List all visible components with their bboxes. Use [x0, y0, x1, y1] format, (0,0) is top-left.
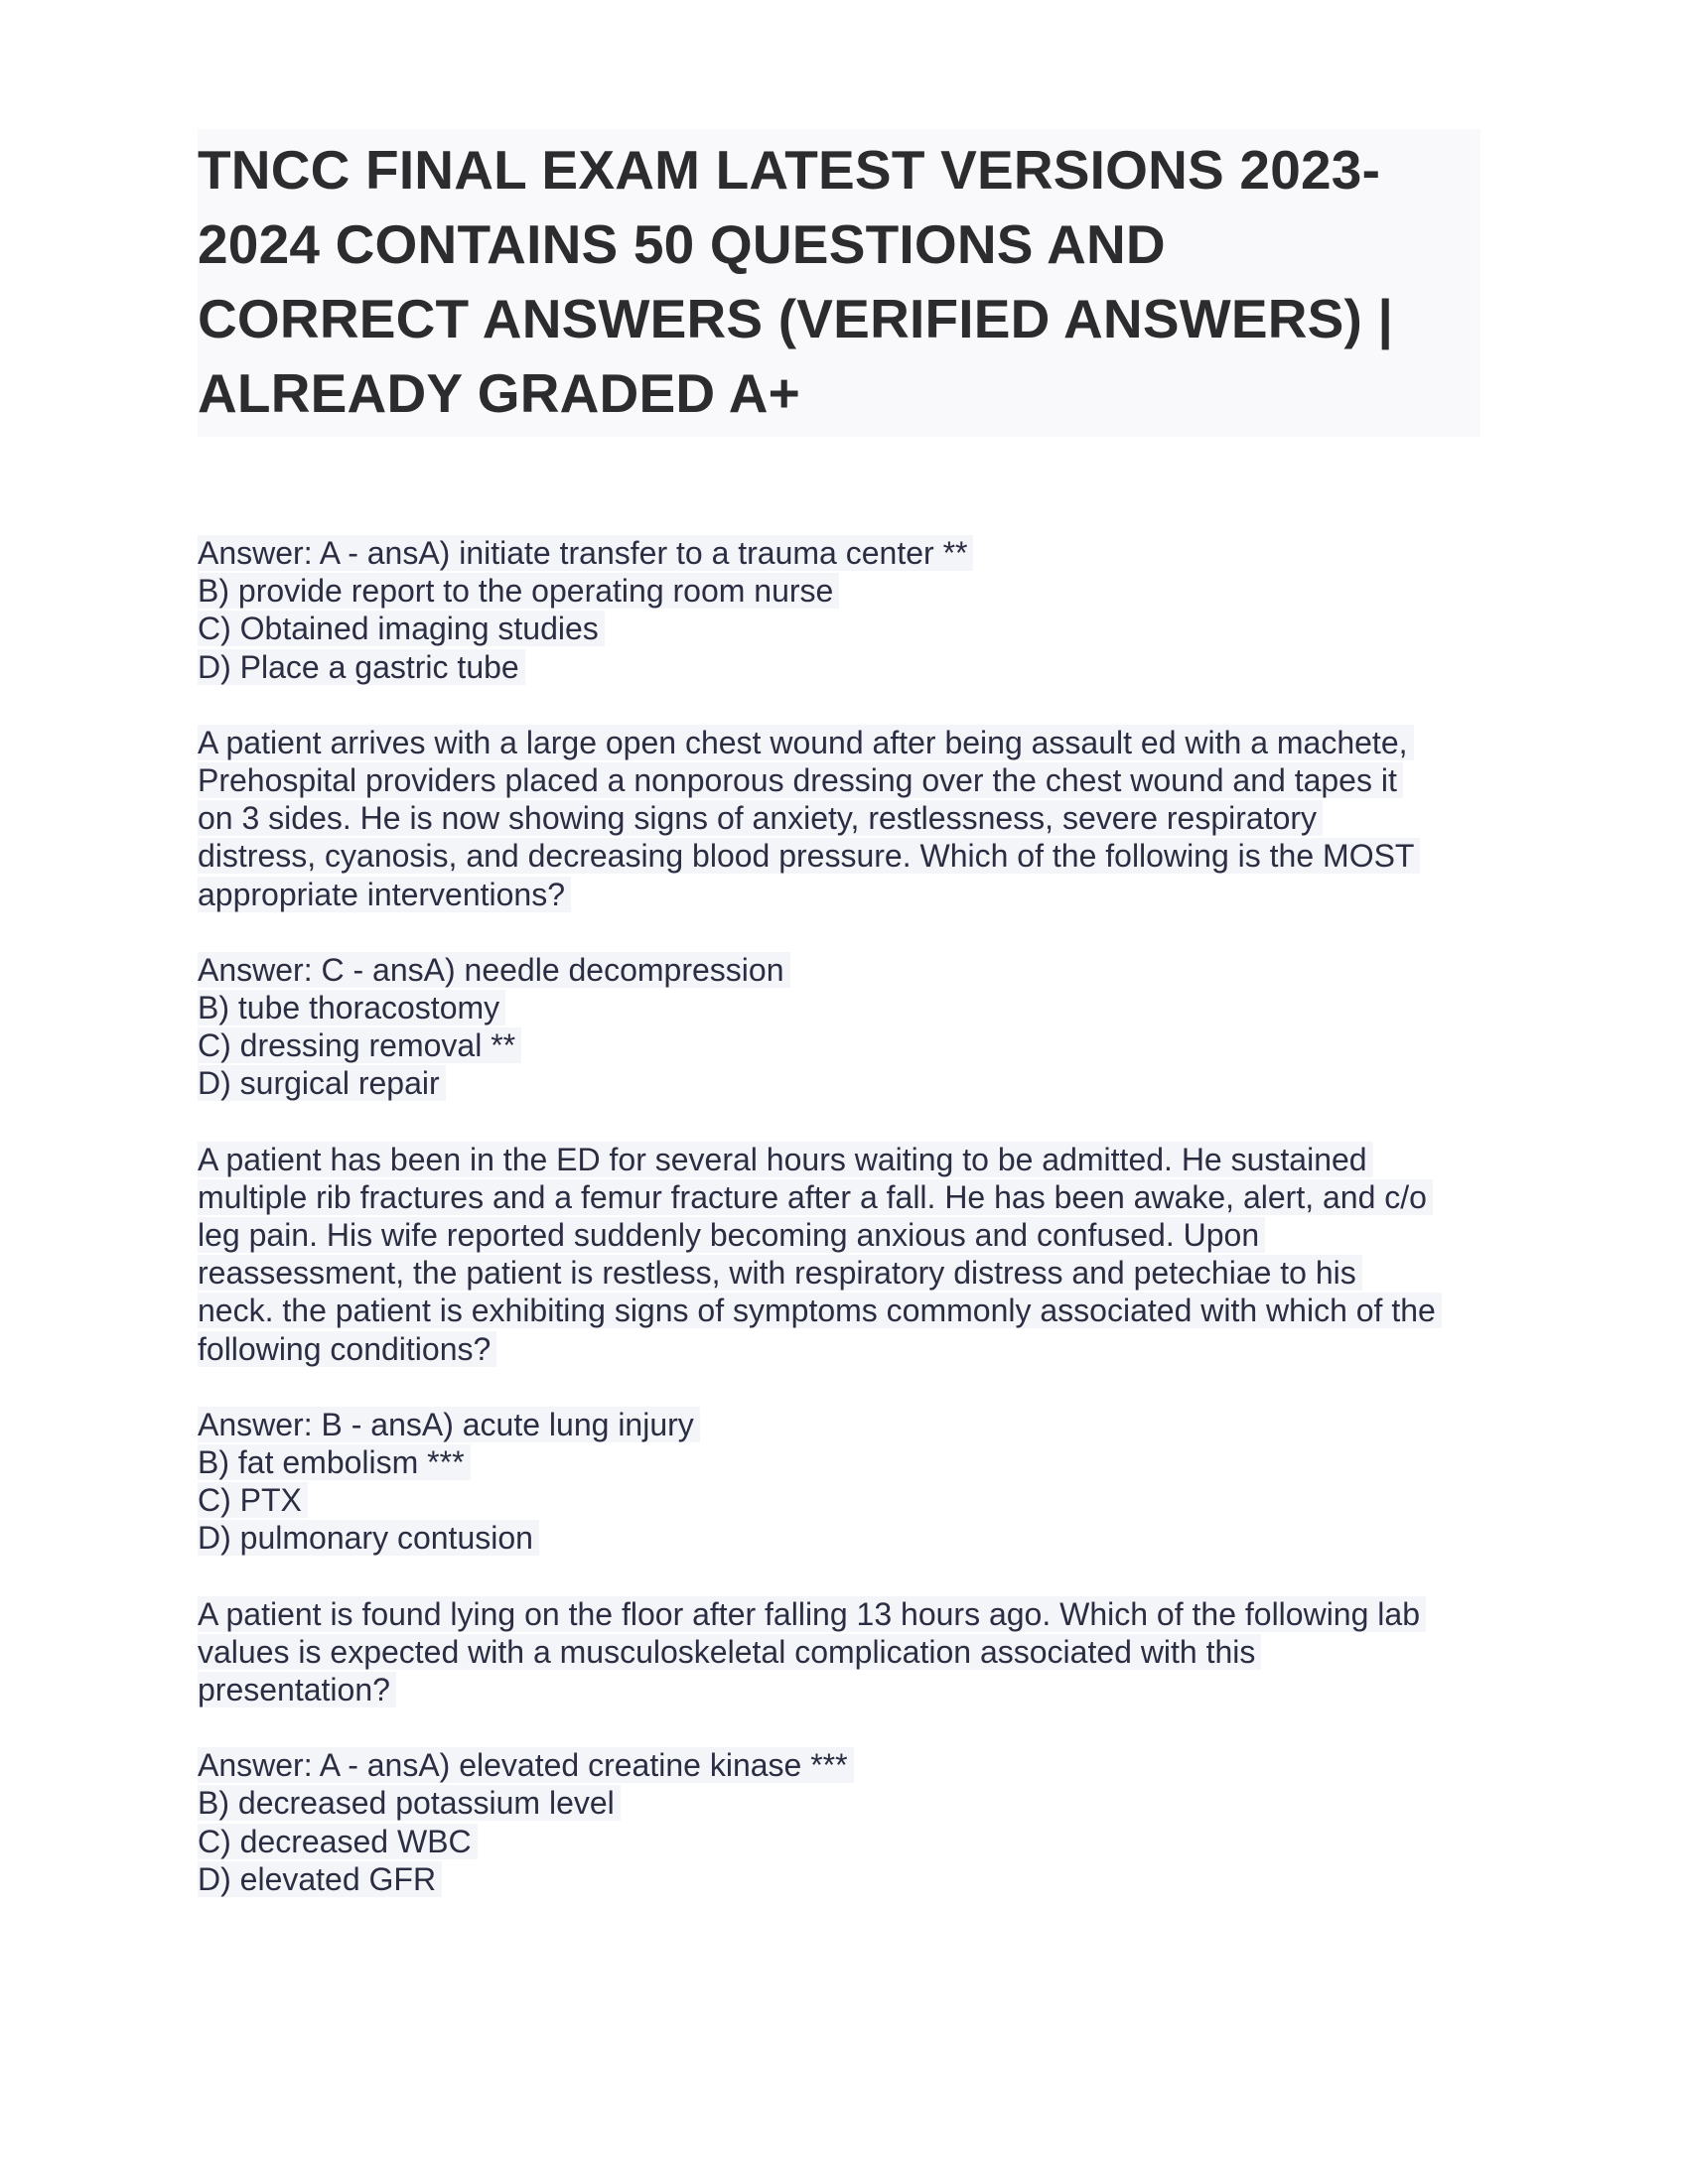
text-line: A patient arrives with a large open chest wound after being assault ed with a machete,: [198, 724, 1488, 761]
document-title: [198, 129, 1480, 437]
text-line: following conditions?: [198, 1330, 1488, 1368]
text-line: Answer: B - ansA) acute lung injury: [198, 1406, 1488, 1443]
text-line: D) elevated GFR: [198, 1860, 1488, 1898]
text-line: B) fat embolism ***: [198, 1443, 1488, 1481]
text-line: A patient has been in the ED for several hours waiting to be admitted. He sustained: [198, 1141, 1488, 1178]
title-line: 2024 CONTAINS 50 QUESTIONS AND: [198, 213, 1166, 275]
text-line: reassessment, the patient is restless, with respiratory distress and petechiae to his: [198, 1254, 1488, 1292]
answer-block-1: [198, 534, 1488, 686]
title-line: ALREADY GRADED A+: [198, 362, 800, 424]
text-line: leg pain. His wife reported suddenly becoming anxious and confused. Upon: [198, 1216, 1488, 1254]
text-line: Answer: C - ansA) needle decompression: [198, 951, 1488, 989]
question-block-4: [198, 1595, 1488, 1709]
text-line: D) Place a gastric tube: [198, 648, 1488, 686]
document-body: [198, 534, 1488, 1936]
answer-block-2: [198, 951, 1488, 1103]
text-line: on 3 sides. He is now showing signs of anxiety, restlessness, severe respiratory: [198, 799, 1488, 837]
answer-block-3: [198, 1406, 1488, 1558]
text-line: appropriate interventions?: [198, 876, 1488, 913]
text-line: neck. the patient is exhibiting signs of symptoms commonly associated with which of the: [198, 1292, 1488, 1329]
answer-block-4: [198, 1746, 1488, 1898]
text-line: Answer: A - ansA) initiate transfer to a trauma center **: [198, 534, 1488, 572]
text-line: distress, cyanosis, and decreasing blood pressure. Which of the following is the MOST: [198, 837, 1488, 875]
text-line: A patient is found lying on the floor after falling 13 hours ago. Which of the following lab: [198, 1595, 1488, 1633]
text-line: D) surgical repair: [198, 1064, 1488, 1102]
text-line: multiple rib fractures and a femur fracture after a fall. He has been awake, alert, and c/o: [198, 1178, 1488, 1216]
text-line: B) tube thoracostomy: [198, 989, 1488, 1026]
title-line: TNCC FINAL EXAM LATEST VERSIONS 2023-: [198, 139, 1381, 201]
question-block-3: [198, 1141, 1488, 1368]
text-line: C) decreased WBC: [198, 1823, 1488, 1860]
text-line: D) pulmonary contusion: [198, 1519, 1488, 1557]
title-line: CORRECT ANSWERS (VERIFIED ANSWERS) |: [198, 288, 1394, 349]
text-line: values is expected with a musculoskeletal complication associated with this: [198, 1633, 1488, 1671]
text-line: presentation?: [198, 1671, 1488, 1708]
text-line: C) Obtained imaging studies: [198, 610, 1488, 647]
text-line: Prehospital providers placed a nonporous dressing over the chest wound and tapes it: [198, 761, 1488, 799]
text-line: C) dressing removal **: [198, 1026, 1488, 1064]
question-block-2: [198, 724, 1488, 913]
text-line: B) decreased potassium level: [198, 1784, 1488, 1822]
text-line: C) PTX: [198, 1481, 1488, 1519]
text-line: B) provide report to the operating room nurse: [198, 572, 1488, 610]
text-line: Answer: A - ansA) elevated creatine kinase ***: [198, 1746, 1488, 1784]
